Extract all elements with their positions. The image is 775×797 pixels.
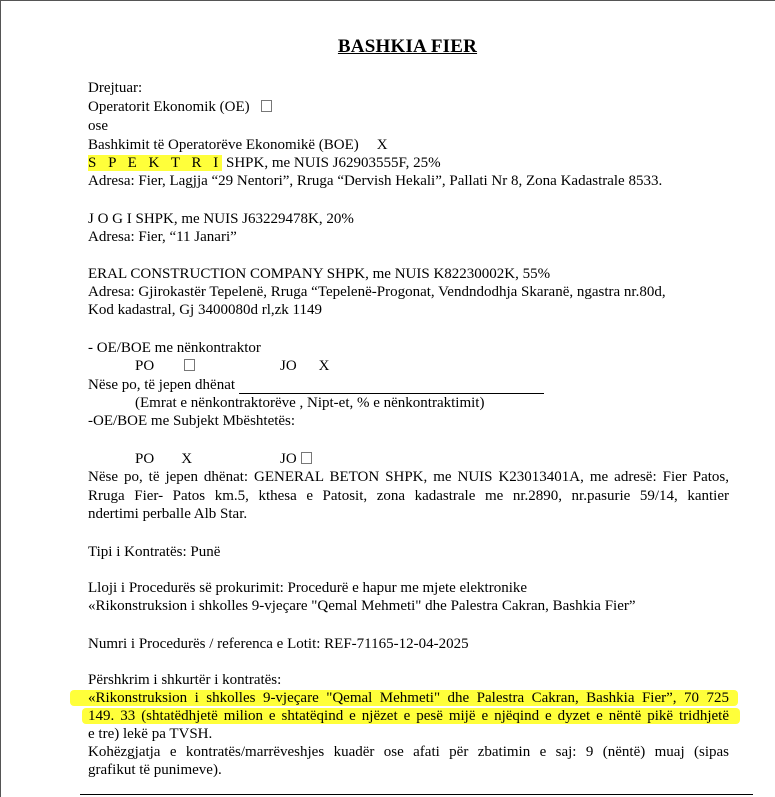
subcontractor-po-label: PO (135, 358, 155, 374)
description-line-2: 149. 33 (shtatëdhjetë milion e shtatëqind e njëzet e pesë mijë e njëqind e dyzet e nëntë pikë tridhjetë (88, 708, 729, 724)
duration-line-2: grafikut të punimeve). (88, 762, 222, 778)
member-spektri-line (88, 154, 441, 172)
support-heading: -OE/BOE me Subjekt Mbështetës: (88, 413, 296, 429)
support-po-mark: X (181, 451, 193, 467)
description-line-1: «Rikonstruksion i shkolles 9-vjeçare "Qemal Mehmeti" dhe Palestra Cakran, Bashkia Fier”, 70 725 (88, 690, 729, 706)
subcontractor-jo-option (280, 357, 330, 375)
procedure-reference: Numri i Procedurës / referenca e Lotit: REF-71165-12-04-2025 (88, 636, 469, 652)
oe-option (88, 98, 272, 116)
member-eral-line: ERAL CONSTRUCTION COMPANY SHPK, me NUIS K82230002K, 55% (88, 266, 551, 282)
boe-option (88, 136, 388, 154)
page-title: BASHKIA FIER (337, 36, 478, 57)
support-details-3: ndertimi perballe Alb Star. (88, 506, 248, 522)
oe-label: Operatorit Ekonomik (OE) (88, 99, 250, 115)
subcontractor-po-option (135, 357, 195, 375)
procedure-type: Lloji i Procedurës së prokurimit: Procedurë e hapur me mjete elektronike (88, 580, 528, 596)
subcontractor-heading: - OE/BOE me nënkontraktor (88, 340, 261, 356)
description-line-3: e tre) lekë pa TVSH. (88, 726, 213, 742)
recipient-to: Drejtuar: (88, 80, 143, 96)
contract-type: Tipi i Kontratës: Punë (88, 544, 221, 560)
page-frame-top (0, 0, 775, 1)
member-spektri-address: Adresa: Fier, Lagjja “29 Nentori”, Rruga “Dervish Hekali”, Pallati Nr 8, Zona Kadastrale 8533. (88, 173, 663, 189)
support-details-2: Rruga Fier- Patos km.5, kthesa e Patosit, zona kadastrale me nr.2890, nr.pasurie 59/14, kantier (88, 488, 729, 504)
description-heading: Përshkrim i shkurtër i kontratës: (88, 672, 282, 688)
support-details-1: Nëse po, të jepen dhënat: GENERAL BETON SHPK, me NUIS K23013401A, me adresë: Fier Patos, (88, 469, 729, 485)
oe-checkbox-icon (261, 100, 272, 112)
member-jogi-address: Adresa: Fier, “11 Janari” (88, 229, 237, 245)
page-frame-left (0, 0, 1, 797)
member-eral-address-2: Kod kadastral, Gj 3400080d rl,zk 1149 (88, 302, 322, 318)
member-eral-address-1: Adresa: Gjirokastër Tepelenë, Rruga “Tepelenë-Progonat, Vendndodhja Skaranë, ngastra nr.80d, (88, 284, 666, 300)
subcontractor-hint: (Emrat e nënkontraktorëve , Nipt-et, % e nënkontraktimit) (135, 395, 485, 411)
subcontractor-po-checkbox-icon (184, 359, 195, 371)
or-word: ose (88, 118, 108, 134)
footer-rule (80, 794, 753, 795)
support-jo-checkbox-icon (301, 452, 312, 464)
duration-line-1: Kohëzgjatja e kontratës/marrëveshjes kuadër ose afati për zbatimin e saj: 9 (nëntë) muaj (sipas (88, 744, 729, 760)
member-jogi-line: J O G I SHPK, me NUIS J63229478K, 20% (88, 211, 354, 227)
member-spektri-name: S P E K T R I (88, 155, 223, 171)
subcontractor-jo-label: JO (280, 358, 297, 374)
support-jo-option (280, 450, 312, 468)
member-spektri-details: SHPK, me NUIS J62903555F, 25% (222, 155, 441, 171)
subcontractor-if-yes (88, 376, 544, 394)
support-jo-label: JO (280, 451, 297, 467)
procedure-object: «Rikonstruksion i shkolles 9-vjeçare "Qemal Mehmeti" dhe Palestra Cakran, Bashkia Fier” (88, 598, 636, 614)
support-po-label: PO (135, 451, 155, 467)
support-po-option (135, 450, 192, 468)
boe-mark: X (376, 137, 388, 153)
subcontractor-jo-mark: X (318, 358, 330, 374)
subcontractor-if-yes-label: Nëse po, të jepen dhënat (88, 377, 236, 393)
subcontractor-fill-line (239, 379, 544, 394)
boe-label: Bashkimit të Operatorëve Ekonomikë (BOE) (88, 137, 359, 153)
